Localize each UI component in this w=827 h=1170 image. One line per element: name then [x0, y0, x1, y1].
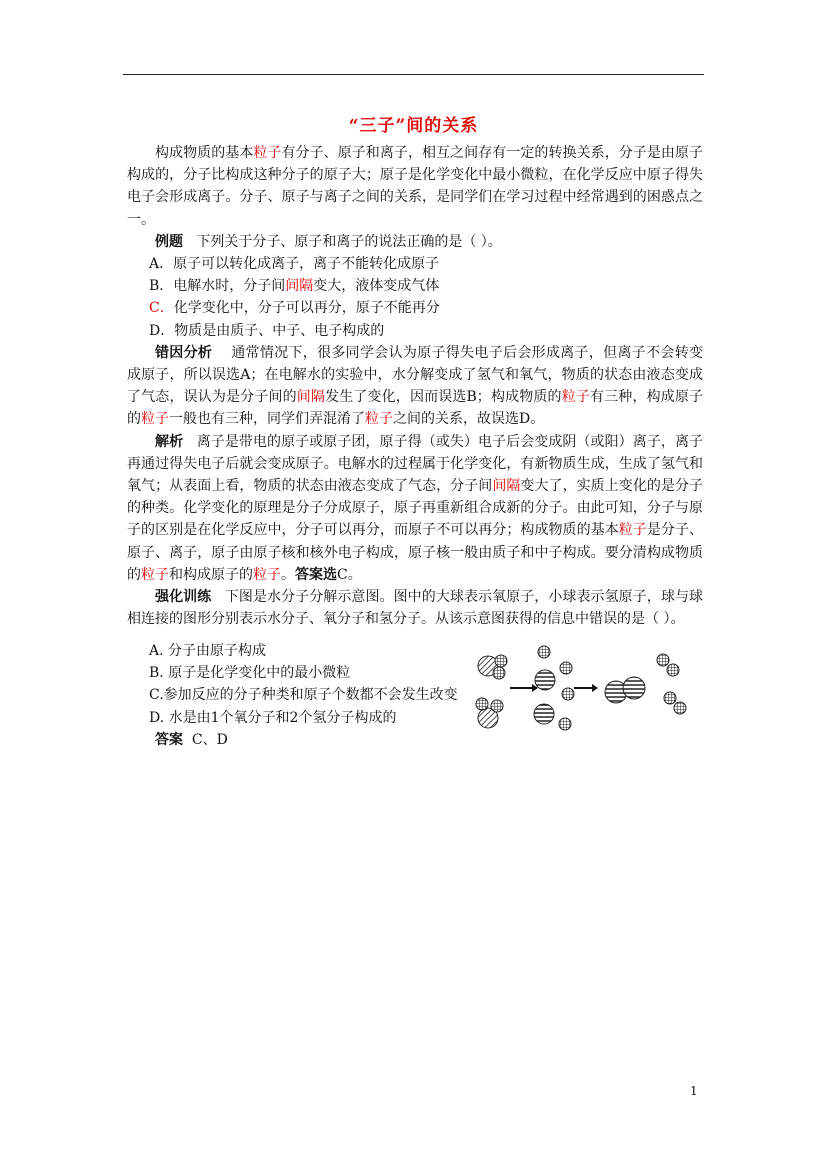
- option-b: [127, 275, 703, 297]
- page-title: “三子”间的关系: [348, 116, 479, 136]
- analysis-highlight-3: 粒子: [141, 566, 169, 583]
- option-b-text-a: 电解水时，分子间: [173, 278, 286, 295]
- analysis-highlight-1: 间隔: [492, 478, 521, 495]
- practice-options: [127, 640, 472, 751]
- water-molecule-2: [476, 698, 503, 728]
- water-molecule-1: [478, 655, 507, 679]
- option-d-text: 物质是由质子、中子、电子构成的: [174, 322, 385, 339]
- practice-option-a: A. 分子由原子构成: [149, 643, 267, 659]
- practice-label: 强化训练: [155, 589, 212, 606]
- intro-text-1: 构成物质的基本: [155, 145, 254, 161]
- error-highlight-3: 粒子: [141, 411, 169, 428]
- option-b-text-b: 变大，液体变成气体: [313, 278, 440, 295]
- analysis-text-4: 和构成原子的: [169, 566, 253, 583]
- water-decomposition-diagram: [470, 640, 692, 740]
- hydrogen-molecules: [657, 654, 686, 714]
- analysis-text-1: 离子是带电的原子或原子团，原子得（或失）电子后会变成阴（或阳）离子，离子再通过得失电子后就会变成原子。电解水的过程属于化学变化，有新物质生成，生成了氢气和氧气；从表面上看，物质的状态由液态变成了气态，分子间: [127, 433, 704, 495]
- practice-text: 下图是水分子分解示意图。图中的大球表示氧原子，小球表示氢原子，球与球相连接的图形分别表示水分子、氧分子和氢分子。从该示意图获得的信息中错误的是（ ）。: [127, 589, 704, 628]
- separated-atoms: [534, 646, 574, 730]
- analysis-text-5: 。: [281, 566, 295, 583]
- analysis-text-3: 是分子、原子、离子，原子由原子核和核外电子构成，原子核一般由质子和中子构成。要分清构成物质的: [127, 522, 704, 583]
- option-a: [127, 253, 703, 275]
- practice-option-c: C.参加反应的分子种类和原子个数都不会发生改变: [149, 687, 458, 704]
- option-d-letter: D．: [149, 322, 175, 339]
- option-b-letter: B．: [149, 278, 174, 295]
- error-text-3: 有三种，构成原子的: [127, 389, 704, 428]
- analysis-text-2: 变大了，实质上变化的是分子的种类。化学变化的原理是分子分成原子，原子再重新组合成新的分子。由此可知，分子与原子的区别是在化学反应中，分子可以再分，而原子不可以再分；构成物质的基本: [127, 478, 704, 539]
- analysis-highlight-4: 粒子: [253, 566, 281, 583]
- analysis-paragraph: [127, 431, 703, 586]
- option-a-text: 原子可以转化成离子，离子不能转化成原子: [173, 256, 440, 273]
- page-number: 1: [690, 1084, 698, 1098]
- header-rule: [123, 74, 704, 75]
- practice-option-d: D. 水是由1个氧分子和2个氢分子构成的: [149, 709, 397, 726]
- option-d: [127, 320, 703, 342]
- document-body: [127, 142, 703, 630]
- example-label: 例题: [155, 233, 183, 250]
- option-c: [127, 297, 703, 319]
- error-text-5: 之间的关系，故误选D。: [393, 411, 545, 428]
- intro-highlight: 粒子: [253, 145, 282, 161]
- option-a-letter: A．: [149, 256, 174, 273]
- error-text-1: 通常情况下，很多同学会认为原子得失电子后会形成离子，但离子不会转变成原子，所以误选A；在电解水的实验中，水分解变成了氢气和氧气，物质的状态由液态变成了气态，误认为是分子间的: [127, 344, 703, 406]
- option-c-letter: C．: [149, 300, 174, 317]
- error-text-4: 一般也有三种，同学们弄混淆了: [169, 411, 365, 428]
- analysis-label: 解析: [155, 433, 184, 450]
- intro-paragraph: [127, 142, 703, 231]
- example-question-text: 下列关于分子、原子和离子的说法正确的是（ ）。: [196, 233, 502, 250]
- example-question: [127, 231, 703, 253]
- error-text-2: 发生了变化，因而误选B；构成物质的: [325, 389, 562, 406]
- arrow-icon-1: [510, 684, 538, 692]
- oxygen-molecule: [605, 677, 645, 703]
- arrow-icon-2: [574, 684, 598, 692]
- analysis-answer-label: 答案选: [295, 566, 337, 583]
- error-highlight-1: 间隔: [296, 389, 326, 406]
- error-analysis-paragraph: [127, 342, 703, 431]
- option-b-highlight: 间隔: [285, 278, 314, 295]
- practice-answer-label: 答案: [155, 731, 183, 748]
- analysis-highlight-2: 粒子: [618, 522, 647, 539]
- error-label: 错因分析: [155, 344, 213, 361]
- practice-option-b: B. 原子是化学变化中的最小微粒: [149, 665, 351, 682]
- error-highlight-4: 粒子: [365, 411, 393, 428]
- practice-answer-value: C、D: [191, 731, 228, 748]
- intro-text-2: 有分子、原子和离子，相互之间存有一定的转换关系，分子是由原子构成的，分子比构成这种分子的原子大；原子是化学变化中最小微粒，在化学反应中原子得失电子会形成离子。分子、原子与离子之间的关系，是同学们在学习过程中经常遇到的困惑点之一。: [127, 145, 704, 228]
- practice-answer: [127, 729, 472, 751]
- practice-paragraph: [127, 586, 703, 630]
- error-highlight-2: 粒子: [561, 389, 590, 406]
- option-c-text: 化学变化中，分子可以再分，原子不能再分: [173, 300, 440, 317]
- analysis-answer-value: C。: [337, 566, 362, 583]
